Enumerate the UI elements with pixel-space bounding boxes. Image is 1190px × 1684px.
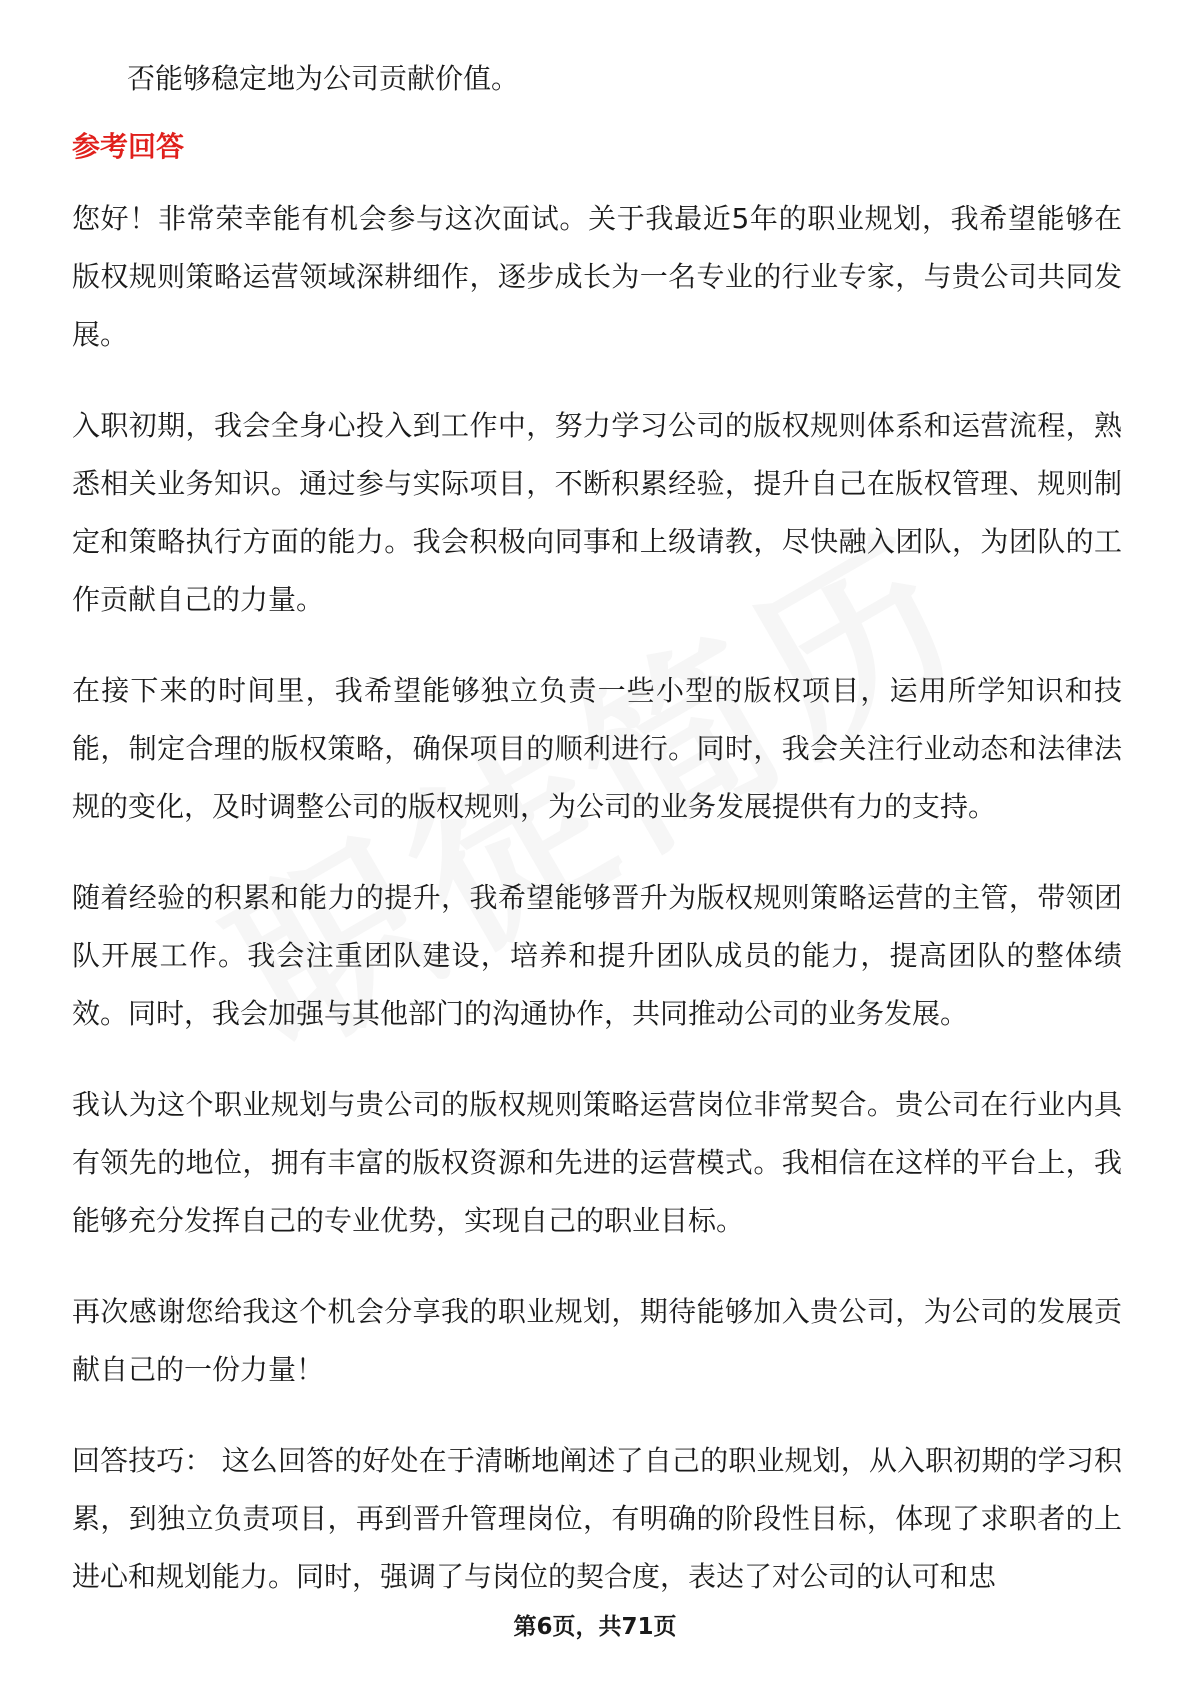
paragraph-mid-stage: 在接下来的时间里，我希望能够独立负责一些小型的版权项目，运用所学知识和技能，制定合理的版权策略，确保项目的顺利进行。同时，我会关注行业动态和法律法规的变化，及时调整公司的版权规则，为公司的业务发展提供有力的支持。 <box>72 674 1122 823</box>
page-number: 第6页，共71页 <box>513 1614 677 1640</box>
paragraph-early-stage: 入职初期，我会全身心投入到工作中，努力学习公司的版权规则体系和运营流程，熟悉相关业务知识。通过参与实际项目，不断积累经验，提升自己在版权管理、规则制定和策略执行方面的能力。我会积极向同事和上级请教，尽快融入团队，为团队的工作贡献自己的力量。 <box>72 409 1122 616</box>
section-heading: 参考回答 <box>72 130 185 163</box>
paragraph-answer-tips: 回答技巧： 这么回答的好处在于清晰地阐述了自己的职业规划，从入职初期的学习积累，到独立负责项目，再到晋升管理岗位，有明确的阶段性目标，体现了求职者的上进心和规划能力。同时，强调了与岗位的契合度，表达了对公司的认可和忠 <box>72 1444 1122 1593</box>
continued-line: 否能够稳定地为公司贡献价值。 <box>127 62 520 95</box>
document-body <box>72 50 1122 1639</box>
paragraph-fit: 我认为这个职业规划与贵公司的版权规则策略运营岗位非常契合。贵公司在行业内具有领先的地位，拥有丰富的版权资源和先进的运营模式。我相信在这样的平台上，我能够充分发挥自己的专业优势，实现自己的职业目标。 <box>72 1088 1122 1237</box>
paragraph-promotion: 随着经验的积累和能力的提升，我希望能够晋升为版权规则策略运营的主管，带领团队开展工作。我会注重团队建设，培养和提升团队成员的能力，提高团队的整体绩效。同时，我会加强与其他部门的沟通协作，共同推动公司的业务发展。 <box>72 881 1122 1030</box>
paragraph-greeting: 您好！非常荣幸能有机会参与这次面试。关于我最近5年的职业规划，我希望能够在版权规则策略运营领域深耕细作，逐步成长为一名专业的行业专家，与贵公司共同发展。 <box>72 202 1122 351</box>
paragraph-thanks: 再次感谢您给我这个机会分享我的职业规划，期待能够加入贵公司，为公司的发展贡献自己的一份力量！ <box>72 1295 1122 1386</box>
